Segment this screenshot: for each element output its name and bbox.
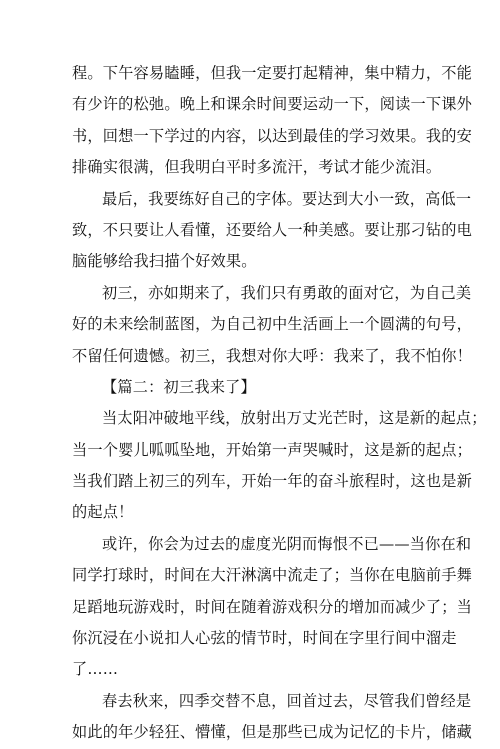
text-line: 书，回想一下学过的内容，以达到最佳的学习效果。我的安 (72, 126, 473, 145)
paragraph-first-line: 春去秋来，四季交替不息，回首过去，尽管我们曾经是 (102, 691, 472, 710)
text-line: 当我们踏上初三的列车，开始一年的奋斗旅程时，这也是新 (72, 472, 473, 491)
text-line: 不留任何遗憾。初三，我想对你大呼：我来了，我不怕你！ (72, 346, 473, 365)
paragraph-first-line: 或许，你会为过去的虚度光阴而悔恨不已——当你在和 (102, 534, 472, 553)
text-line: 如此的年少轻狂、懵懂，但是那些已成为记忆的卡片，储藏 (72, 723, 473, 742)
text-line: 你沉浸在小说扣人心弦的情节时，时间在字里行间中溜走 (72, 629, 457, 648)
section-heading: 【篇二：初三我来了】 (102, 377, 256, 396)
text-line: 好的未来绘制蓝图，为自己初中生活画上一个圆满的句号， (72, 315, 473, 334)
body-text (72, 58, 487, 749)
text-line: 当一个婴儿呱呱坠地，开始第一声哭喊时，这是新的起点； (72, 440, 473, 459)
text-line: 的起点！ (72, 503, 134, 522)
text-line: 同学打球时，时间在大汗淋漓中流走了；当你在电脑前手舞 (72, 566, 473, 585)
paragraph-first-line: 初三，亦如期来了，我们只有勇敢的面对它，为自己美 (102, 283, 472, 302)
paragraph-first-line: 最后，我要练好自己的字体。要达到大小一致，高低一 (102, 189, 472, 208)
text-line: 足蹈地玩游戏时，时间在随着游戏积分的增加而减少了；当 (72, 597, 473, 616)
text-line: 脑能够给我扫描个好效果。 (72, 252, 257, 271)
paragraph-first-line: 当太阳冲破地平线，放射出万丈光芒时，这是新的起点； (102, 409, 487, 428)
text-line: 致，不只要让人看懂，还要给人一种美感。要让那刁钻的电 (72, 220, 473, 239)
text-line: 排确实很满，但我明白平时多流汗，考试才能少流泪。 (72, 158, 442, 177)
text-line: 程。下午容易瞌睡，但我一定要打起精神，集中精力，不能 (72, 64, 473, 82)
text-line: 了…… (72, 660, 119, 679)
text-line: 有少许的松弛。晚上和课余时间要运动一下，阅读一下课外 (72, 95, 473, 114)
